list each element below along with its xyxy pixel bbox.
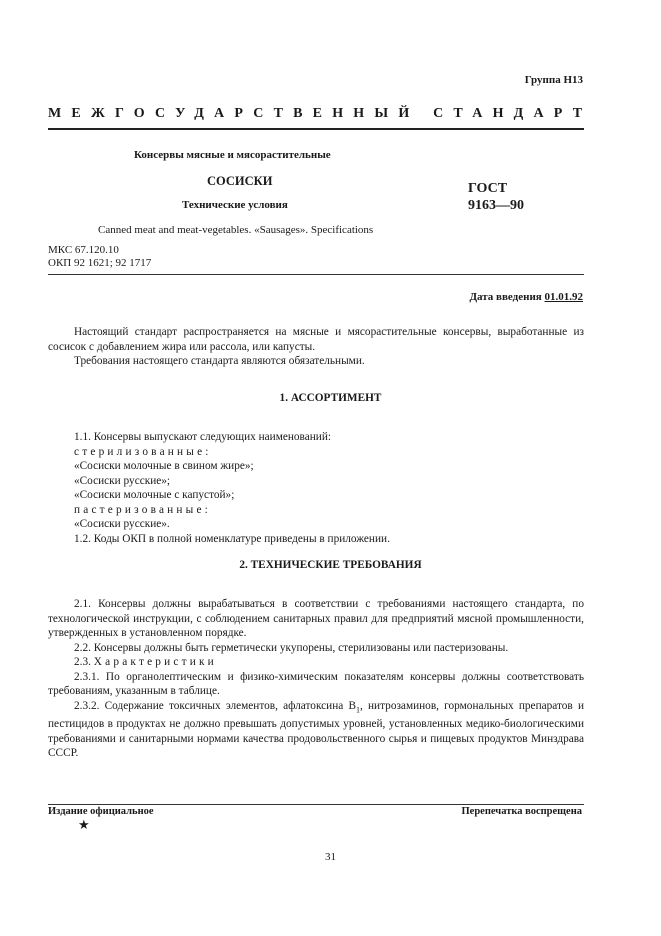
official-edition-label: Издание официальное bbox=[48, 806, 154, 817]
paragraph-part: , нитрозаминов, гормональных препаратов и пестицидов в продуктах не должно превышать допустимых уровней, установленных медико-биологическими требованиями и санитарными нормами качества продовольственного сырья и пищевых продуктов Минздрава СССР. bbox=[48, 699, 584, 760]
paragraph: 2.2. Консервы должны быть герметически укупорены, стерилизованы или пастеризованы. bbox=[74, 641, 509, 654]
section-heading: 1. АССОРТИМЕНТ bbox=[279, 392, 382, 404]
list-item: 1.2. Коды ОКП в полной номенклатуре приведены в приложении. bbox=[74, 532, 390, 545]
list-item: пастеризованные: bbox=[74, 503, 211, 516]
english-title: Canned meat and meat-vegetables. «Sausages». Specifications bbox=[98, 224, 374, 236]
group-code: Группа Н13 bbox=[524, 74, 583, 86]
list-item: «Сосиски молочные с капустой»; bbox=[74, 489, 235, 501]
requirements-text bbox=[48, 597, 584, 761]
paragraph: 2.3.1. По органолептическим и физико-химическим показателям консервы должны соответствовать требованиям, указанным в таблице. bbox=[48, 670, 584, 697]
star-icon: ★ bbox=[78, 817, 90, 832]
list-item: стерилизованные: bbox=[74, 445, 212, 458]
subscript: 1 bbox=[356, 704, 360, 714]
gost-number: 9163—90 bbox=[468, 198, 524, 213]
mks-code: МКС 67.120.10 bbox=[48, 244, 119, 256]
list-item: 1.1. Консервы выпускают следующих наименований: bbox=[74, 431, 332, 443]
assortment-list bbox=[48, 430, 584, 546]
effective-date bbox=[469, 291, 583, 303]
product-category: Консервы мясные и мясорастительные bbox=[134, 149, 331, 161]
top-divider bbox=[48, 128, 584, 130]
document-subtitle: Технические условия bbox=[182, 199, 288, 211]
footer-divider bbox=[48, 804, 584, 805]
gost-designation bbox=[468, 180, 524, 214]
header-divider bbox=[48, 274, 584, 275]
date-label: Дата введения bbox=[469, 291, 545, 303]
intro-paragraph: Требования настоящего стандарта являются обязательными. bbox=[74, 355, 365, 367]
document-title: СОСИСКИ bbox=[207, 174, 273, 188]
okp-code: ОКП 92 1621; 92 1717 bbox=[48, 257, 152, 269]
paragraph: 2.1. Консервы должны вырабатываться в соответствии с требованиями настоящего стандарта, по технологической инструкции, с соблюдением санитарных правил для предприятий мясной промышленности, утвержденных в установленном порядке. bbox=[48, 598, 584, 639]
paragraph bbox=[48, 655, 584, 670]
clause-number: 2.3. bbox=[74, 656, 94, 668]
gost-label: ГОСТ bbox=[468, 181, 508, 196]
clause-title: Характеристики bbox=[93, 656, 217, 668]
intro-text bbox=[48, 325, 584, 369]
paragraph bbox=[48, 699, 584, 761]
list-item: «Сосиски русские»; bbox=[74, 474, 171, 487]
list-item: «Сосиски русские». bbox=[74, 518, 170, 530]
intro-paragraph: Настоящий стандарт распространяется на мясные и мясорастительные консервы, выработанные из сосисок с добавлением жира или рассола, или капусты. bbox=[48, 326, 584, 353]
page-number: 31 bbox=[325, 851, 336, 863]
section-heading: 2. ТЕХНИЧЕСКИЕ ТРЕБОВАНИЯ bbox=[239, 559, 422, 571]
reprint-notice: Перепечатка воспрещена bbox=[461, 806, 582, 817]
paragraph-part: 2.3.2. Содержание токсичных элементов, афлатоксина В bbox=[74, 699, 356, 712]
list-item: «Сосиски молочные в свином жире»; bbox=[74, 460, 254, 472]
classification-codes bbox=[48, 244, 151, 270]
standard-banner: МЕЖГОСУДАРСТВЕННЫЙ СТАНДАРТ bbox=[48, 106, 593, 121]
date-value: 01.01.92 bbox=[544, 291, 583, 303]
